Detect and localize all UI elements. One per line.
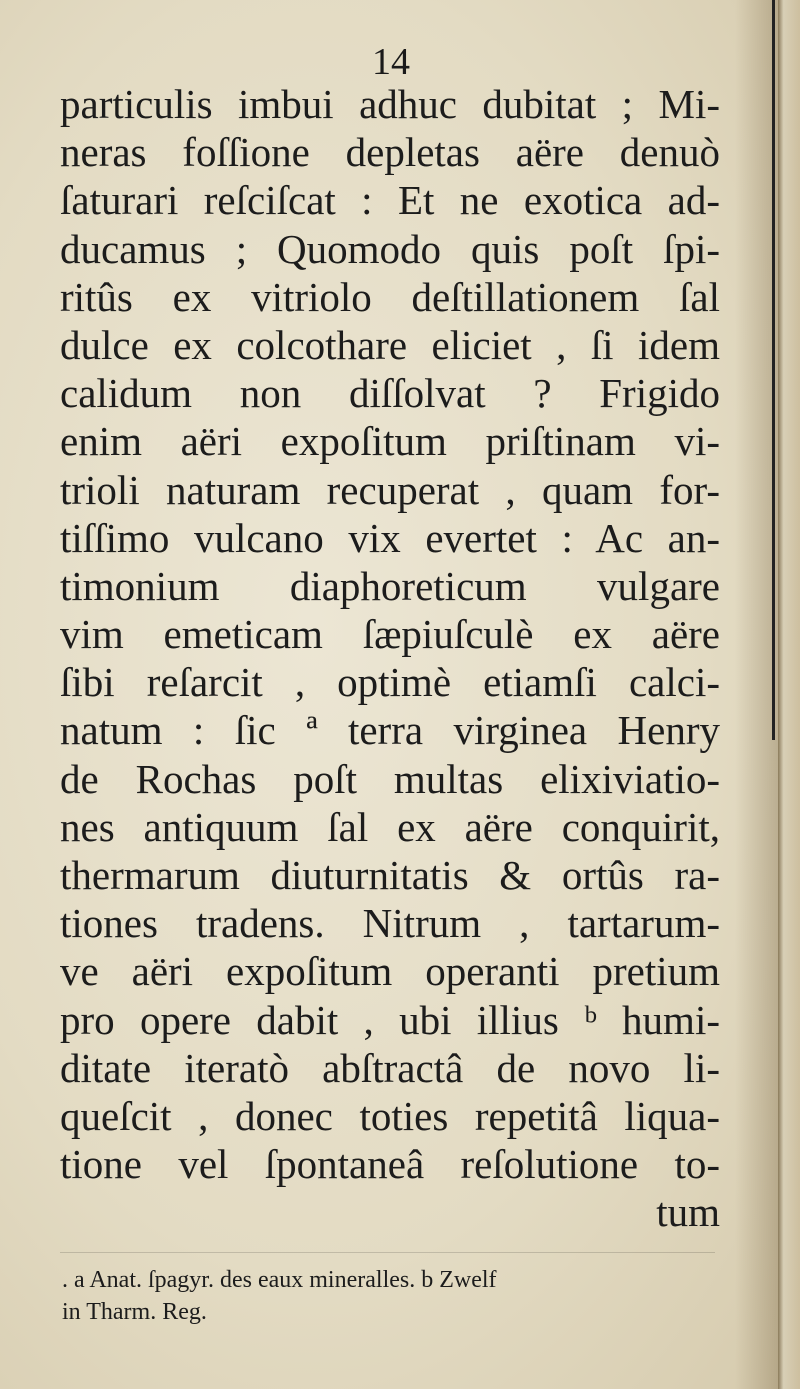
page-edge-line bbox=[772, 0, 775, 740]
text-line: ſaturari reſciſcat : Et ne exotica ad- bbox=[60, 177, 720, 224]
footnote-divider bbox=[60, 1252, 715, 1253]
text-line: queſcit , donec toties repetitâ liqua- bbox=[60, 1092, 720, 1139]
text-line: neras foſſione depletas aëre denuò bbox=[60, 129, 720, 176]
text-line: ducamus ; Quomodo quis poſt ſpi- bbox=[60, 225, 720, 272]
text-line: de Rochas poſt multas elixiviatio- bbox=[60, 755, 720, 802]
text-line: ſibi reſarcit , optimè etiamſi calci- bbox=[60, 659, 720, 706]
footnote-line: . a Anat. ſpagyr. des eaux mineralles. b Zwelf bbox=[62, 1267, 497, 1293]
text-line: ve aëri expoſitum operanti pretium bbox=[60, 948, 720, 995]
text-line: pro opere dabit , ubi illius ᵇ humi- bbox=[60, 996, 720, 1043]
text-line: dulce ex colcothare eliciet , ſi idem bbox=[60, 321, 720, 368]
page-number: 14 bbox=[372, 41, 410, 83]
text-line: tiſſimo vulcano vix evertet : Ac an- bbox=[60, 514, 720, 561]
body-text bbox=[60, 80, 720, 1237]
footnotes bbox=[62, 1264, 722, 1328]
text-line: nes antiquum ſal ex aëre conquirit, bbox=[60, 803, 720, 850]
text-line: calidum non diſſolvat ? Frigido bbox=[60, 370, 720, 417]
footnote-line: in Tharm. Reg. bbox=[62, 1299, 207, 1325]
text-line: timonium diaphoreticum vulgare bbox=[60, 562, 720, 609]
text-line: ritûs ex vitriolo deſtillationem ſal bbox=[60, 273, 720, 320]
catchword: tum bbox=[656, 1189, 720, 1236]
text-line: vim emeticam ſæpiuſculè ex aëre bbox=[60, 611, 720, 658]
text-line: ditate iteratò abſtractâ de novo li- bbox=[60, 1044, 720, 1091]
text-line: trioli naturam recuperat , quam for- bbox=[60, 466, 720, 513]
text-line: natum : ſic ª terra virginea Henry bbox=[60, 707, 720, 754]
text-line: tiones tradens. Nitrum , tartarum- bbox=[60, 900, 720, 947]
text-line: tione vel ſpontaneâ reſolutione to- bbox=[60, 1141, 720, 1188]
text-line: enim aëri expoſitum priſtinam vi- bbox=[60, 418, 720, 465]
text-line: particulis imbui adhuc dubitat ; Mi- bbox=[60, 81, 720, 127]
next-page-edge bbox=[778, 0, 800, 1389]
text-line: thermarum diuturnitatis & ortûs ra- bbox=[60, 852, 720, 898]
